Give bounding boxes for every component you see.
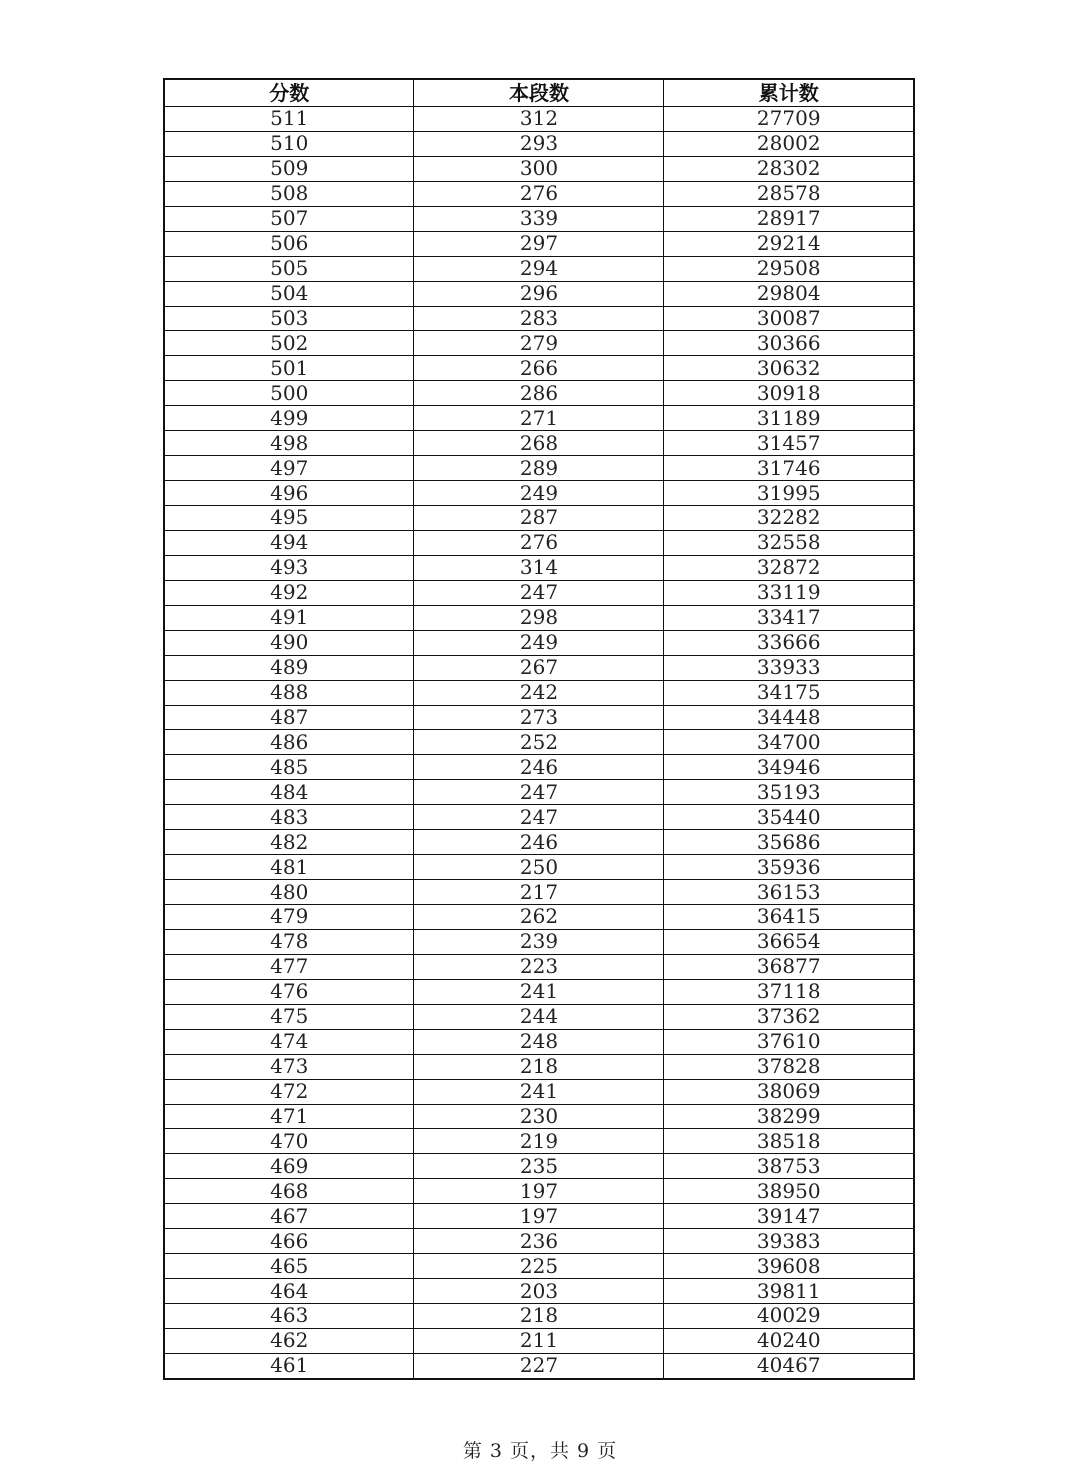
score-cell: 484 — [164, 780, 414, 805]
table-row — [164, 506, 914, 531]
segment-count-cell: 239 — [414, 929, 664, 954]
score-cell: 507 — [164, 206, 414, 231]
score-cell: 496 — [164, 481, 414, 506]
score-cell: 493 — [164, 555, 414, 580]
table-row — [164, 1353, 914, 1378]
score-cell: 470 — [164, 1129, 414, 1154]
segment-count-cell: 339 — [414, 206, 664, 231]
table-row — [164, 256, 914, 281]
score-cell: 476 — [164, 979, 414, 1004]
cumulative-count-cell: 35193 — [664, 780, 914, 805]
segment-count-cell: 279 — [414, 331, 664, 356]
segment-count-cell: 294 — [414, 256, 664, 281]
table-row — [164, 780, 914, 805]
segment-count-cell: 247 — [414, 805, 664, 830]
cumulative-count-cell: 37362 — [664, 1004, 914, 1029]
segment-count-cell: 289 — [414, 456, 664, 481]
table-row — [164, 855, 914, 880]
cumulative-count-cell: 34946 — [664, 755, 914, 780]
cumulative-count-cell: 36153 — [664, 880, 914, 905]
table-header — [164, 79, 914, 107]
table-row — [164, 331, 914, 356]
cumulative-count-cell: 33933 — [664, 655, 914, 680]
table-row — [164, 880, 914, 905]
score-cell: 483 — [164, 805, 414, 830]
table-row — [164, 580, 914, 605]
header-row — [164, 79, 914, 107]
table-row — [164, 680, 914, 705]
score-cell: 494 — [164, 530, 414, 555]
segment-count-cell: 246 — [414, 755, 664, 780]
segment-count-cell: 230 — [414, 1104, 664, 1129]
segment-count-cell: 268 — [414, 431, 664, 456]
segment-count-cell: 286 — [414, 381, 664, 406]
score-cell: 464 — [164, 1279, 414, 1304]
cumulative-count-cell: 30366 — [664, 331, 914, 356]
score-cell: 468 — [164, 1179, 414, 1204]
table-row — [164, 805, 914, 830]
segment-count-cell: 298 — [414, 605, 664, 630]
cumulative-count-cell: 35936 — [664, 855, 914, 880]
cumulative-count-cell: 40467 — [664, 1353, 914, 1378]
score-cell: 488 — [164, 680, 414, 705]
table-row — [164, 1054, 914, 1079]
score-cell: 481 — [164, 855, 414, 880]
table-row — [164, 1254, 914, 1279]
table-row — [164, 406, 914, 431]
table-row — [164, 905, 914, 930]
cumulative-count-cell: 37610 — [664, 1029, 914, 1054]
segment-count-cell: 276 — [414, 181, 664, 206]
header-cumulative-count: 累计数 — [664, 79, 914, 107]
table-row — [164, 655, 914, 680]
score-cell: 495 — [164, 506, 414, 531]
cumulative-count-cell: 38069 — [664, 1079, 914, 1104]
segment-count-cell: 296 — [414, 281, 664, 306]
cumulative-count-cell: 39811 — [664, 1279, 914, 1304]
cumulative-count-cell: 34175 — [664, 680, 914, 705]
table-row — [164, 730, 914, 755]
table-row — [164, 1179, 914, 1204]
score-cell: 469 — [164, 1154, 414, 1179]
segment-count-cell: 235 — [414, 1154, 664, 1179]
segment-count-cell: 218 — [414, 1304, 664, 1329]
score-cell: 490 — [164, 630, 414, 655]
score-cell: 489 — [164, 655, 414, 680]
table-row — [164, 1328, 914, 1353]
cumulative-count-cell: 31189 — [664, 406, 914, 431]
segment-count-cell: 266 — [414, 356, 664, 381]
score-cell: 503 — [164, 306, 414, 331]
score-cell: 474 — [164, 1029, 414, 1054]
table-row — [164, 131, 914, 156]
table-row — [164, 1129, 914, 1154]
table-row — [164, 231, 914, 256]
score-cell: 492 — [164, 580, 414, 605]
table-row — [164, 1104, 914, 1129]
cumulative-count-cell: 32558 — [664, 530, 914, 555]
segment-count-cell: 287 — [414, 506, 664, 531]
segment-count-cell: 297 — [414, 231, 664, 256]
cumulative-count-cell: 27709 — [664, 107, 914, 132]
table-row — [164, 1004, 914, 1029]
cumulative-count-cell: 30918 — [664, 381, 914, 406]
score-cell: 467 — [164, 1204, 414, 1229]
segment-count-cell: 246 — [414, 830, 664, 855]
table-row — [164, 456, 914, 481]
segment-count-cell: 252 — [414, 730, 664, 755]
segment-count-cell: 250 — [414, 855, 664, 880]
score-cell: 509 — [164, 156, 414, 181]
table-row — [164, 954, 914, 979]
cumulative-count-cell: 30087 — [664, 306, 914, 331]
cumulative-count-cell: 38753 — [664, 1154, 914, 1179]
segment-count-cell: 223 — [414, 954, 664, 979]
table-row — [164, 830, 914, 855]
segment-count-cell: 249 — [414, 481, 664, 506]
cumulative-count-cell: 28578 — [664, 181, 914, 206]
table-row — [164, 281, 914, 306]
table-row — [164, 181, 914, 206]
segment-count-cell: 217 — [414, 880, 664, 905]
cumulative-count-cell: 28302 — [664, 156, 914, 181]
cumulative-count-cell: 38950 — [664, 1179, 914, 1204]
table-row — [164, 755, 914, 780]
score-cell: 472 — [164, 1079, 414, 1104]
score-cell: 480 — [164, 880, 414, 905]
score-cell: 465 — [164, 1254, 414, 1279]
cumulative-count-cell: 38299 — [664, 1104, 914, 1129]
segment-count-cell: 225 — [414, 1254, 664, 1279]
cumulative-count-cell: 40029 — [664, 1304, 914, 1329]
table-row — [164, 1279, 914, 1304]
table-body — [164, 107, 914, 1379]
table-row — [164, 381, 914, 406]
table-row — [164, 306, 914, 331]
cumulative-count-cell: 37828 — [664, 1054, 914, 1079]
score-cell: 502 — [164, 331, 414, 356]
segment-count-cell: 197 — [414, 1179, 664, 1204]
header-segment-count: 本段数 — [414, 79, 664, 107]
segment-count-cell: 227 — [414, 1353, 664, 1378]
table-row — [164, 630, 914, 655]
table-row — [164, 156, 914, 181]
score-cell: 478 — [164, 929, 414, 954]
score-cell: 471 — [164, 1104, 414, 1129]
score-cell: 500 — [164, 381, 414, 406]
segment-count-cell: 242 — [414, 680, 664, 705]
segment-count-cell: 203 — [414, 1279, 664, 1304]
score-cell: 487 — [164, 705, 414, 730]
segment-count-cell: 218 — [414, 1054, 664, 1079]
segment-count-cell: 262 — [414, 905, 664, 930]
cumulative-count-cell: 29804 — [664, 281, 914, 306]
segment-count-cell: 241 — [414, 979, 664, 1004]
score-cell: 482 — [164, 830, 414, 855]
score-cell: 477 — [164, 954, 414, 979]
score-cell: 506 — [164, 231, 414, 256]
score-cell: 466 — [164, 1229, 414, 1254]
segment-count-cell: 236 — [414, 1229, 664, 1254]
cumulative-count-cell: 31995 — [664, 481, 914, 506]
cumulative-count-cell: 31457 — [664, 431, 914, 456]
cumulative-count-cell: 34448 — [664, 705, 914, 730]
table-row — [164, 979, 914, 1004]
cumulative-count-cell: 28917 — [664, 206, 914, 231]
cumulative-count-cell: 33666 — [664, 630, 914, 655]
cumulative-count-cell: 35686 — [664, 830, 914, 855]
table-row — [164, 1029, 914, 1054]
segment-count-cell: 300 — [414, 156, 664, 181]
table-row — [164, 1154, 914, 1179]
cumulative-count-cell: 39383 — [664, 1229, 914, 1254]
score-cell: 486 — [164, 730, 414, 755]
segment-count-cell: 273 — [414, 705, 664, 730]
score-cell: 498 — [164, 431, 414, 456]
table-row — [164, 206, 914, 231]
score-cell: 462 — [164, 1328, 414, 1353]
cumulative-count-cell: 34700 — [664, 730, 914, 755]
score-cell: 505 — [164, 256, 414, 281]
score-cell: 491 — [164, 605, 414, 630]
cumulative-count-cell: 36877 — [664, 954, 914, 979]
segment-count-cell: 249 — [414, 630, 664, 655]
table-row — [164, 1304, 914, 1329]
cumulative-count-cell: 33119 — [664, 580, 914, 605]
score-cell: 461 — [164, 1353, 414, 1378]
segment-count-cell: 276 — [414, 530, 664, 555]
page-number: 第 3 页，共 9 页 — [462, 1440, 618, 1462]
segment-count-cell: 248 — [414, 1029, 664, 1054]
cumulative-count-cell: 36415 — [664, 905, 914, 930]
score-cell: 501 — [164, 356, 414, 381]
table-row — [164, 605, 914, 630]
segment-count-cell: 267 — [414, 655, 664, 680]
table-row — [164, 929, 914, 954]
segment-count-cell: 293 — [414, 131, 664, 156]
cumulative-count-cell: 32282 — [664, 506, 914, 531]
segment-count-cell: 314 — [414, 555, 664, 580]
score-cell: 511 — [164, 107, 414, 132]
table-row — [164, 530, 914, 555]
score-cell: 499 — [164, 406, 414, 431]
segment-count-cell: 197 — [414, 1204, 664, 1229]
cumulative-count-cell: 32872 — [664, 555, 914, 580]
score-cell: 479 — [164, 905, 414, 930]
segment-count-cell: 283 — [414, 306, 664, 331]
cumulative-count-cell: 31746 — [664, 456, 914, 481]
cumulative-count-cell: 37118 — [664, 979, 914, 1004]
cumulative-count-cell: 35440 — [664, 805, 914, 830]
cumulative-count-cell: 40240 — [664, 1328, 914, 1353]
score-cell: 473 — [164, 1054, 414, 1079]
score-cell: 463 — [164, 1304, 414, 1329]
segment-count-cell: 244 — [414, 1004, 664, 1029]
table-row — [164, 481, 914, 506]
segment-count-cell: 312 — [414, 107, 664, 132]
table-row — [164, 356, 914, 381]
table-row — [164, 1229, 914, 1254]
score-cell: 504 — [164, 281, 414, 306]
segment-count-cell: 211 — [414, 1328, 664, 1353]
cumulative-count-cell: 39147 — [664, 1204, 914, 1229]
score-distribution-table — [163, 78, 915, 1380]
score-cell: 485 — [164, 755, 414, 780]
segment-count-cell: 271 — [414, 406, 664, 431]
segment-count-cell: 247 — [414, 780, 664, 805]
table-row — [164, 1204, 914, 1229]
cumulative-count-cell: 30632 — [664, 356, 914, 381]
score-cell: 510 — [164, 131, 414, 156]
cumulative-count-cell: 28002 — [664, 131, 914, 156]
segment-count-cell: 247 — [414, 580, 664, 605]
header-score: 分数 — [164, 79, 414, 107]
cumulative-count-cell: 29508 — [664, 256, 914, 281]
cumulative-count-cell: 39608 — [664, 1254, 914, 1279]
score-cell: 508 — [164, 181, 414, 206]
table-row — [164, 431, 914, 456]
table-row — [164, 705, 914, 730]
score-cell: 497 — [164, 456, 414, 481]
cumulative-count-cell: 29214 — [664, 231, 914, 256]
table-row — [164, 555, 914, 580]
segment-count-cell: 219 — [414, 1129, 664, 1154]
segment-count-cell: 241 — [414, 1079, 664, 1104]
cumulative-count-cell: 38518 — [664, 1129, 914, 1154]
cumulative-count-cell: 33417 — [664, 605, 914, 630]
table-row — [164, 1079, 914, 1104]
cumulative-count-cell: 36654 — [664, 929, 914, 954]
table-row — [164, 107, 914, 132]
score-cell: 475 — [164, 1004, 414, 1029]
